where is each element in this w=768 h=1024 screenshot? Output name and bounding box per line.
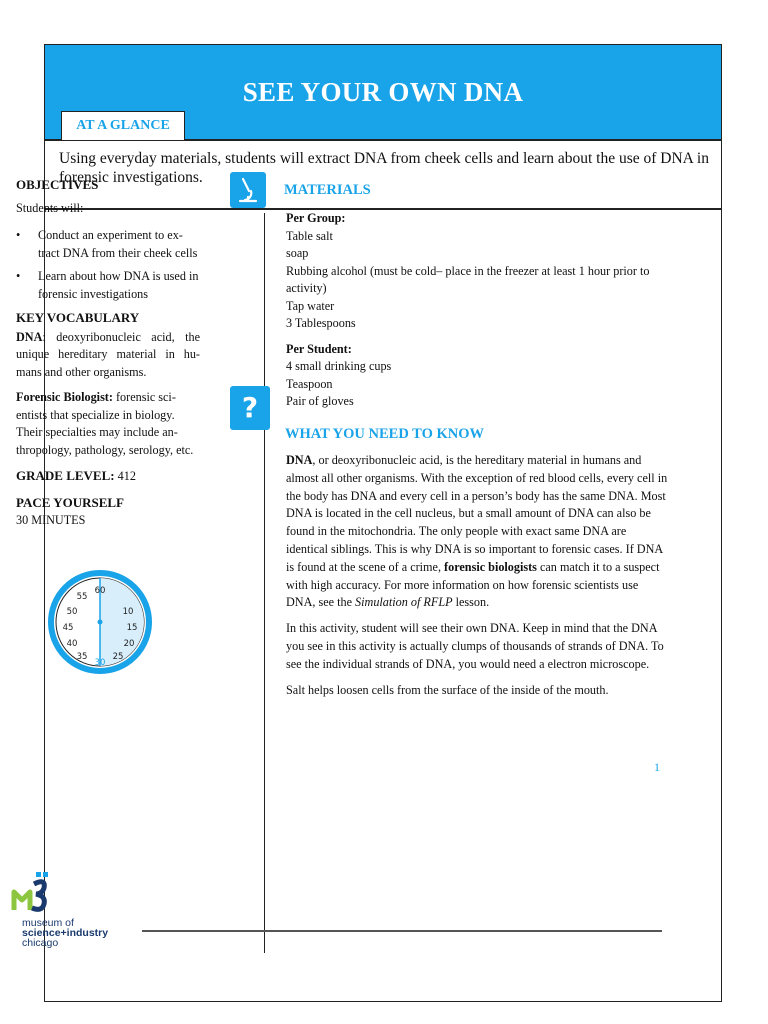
materials-heading: MATERIALS [284,182,371,198]
material-item: Pair of gloves [286,394,354,408]
sidebar-column [16,176,200,530]
intro-text: Using everyday materials, students will extract DNA from cheek cells and learn about the use of DNA in forensic investigations. [59,150,709,186]
grade-level [16,467,200,486]
footer-rule [142,930,662,932]
clock-label: 55 [76,592,88,602]
objectives-heading: OBJECTIVES [16,177,99,192]
clock-icon [46,568,154,676]
vocab-term: Forensic Biologist: [16,390,113,404]
objective-text: Learn about how DNA is used in forensic investigations [38,269,199,301]
material-item: Rubbing alcohol (must be cold– place in the freezer at least 1 hour prior to activity) [286,263,650,295]
clock-label: 10 [122,607,134,617]
bullet-icon: • [16,269,21,283]
grade-value: 412 [114,469,136,483]
clock-label: 60 [94,586,106,596]
objective-text: Conduct an experiment to ex- tract DNA from their cheek cells [38,228,198,260]
need-to-know-body [286,452,668,707]
per-student-heading: Per Student: [286,341,352,356]
objectives-lead: Students will: [16,200,84,215]
vocab-forensic-biologist [16,389,200,459]
vocab-definition: forensic sci- entists that specialize in biology. Their specialties may include an- thropology, pathology, serology, etc. [16,390,194,457]
column-divider [264,213,265,953]
italic-reference: Simulation of RFLP [355,595,453,610]
vocabulary-heading: KEY VOCABULARY [16,310,140,325]
clock-label: 35 [76,652,88,662]
material-item: Tap water [286,298,335,313]
pace-yourself [16,494,200,530]
pace-label: PACE YOURSELF [16,494,124,510]
objective-item [16,227,200,262]
vocab-dna [16,329,200,382]
question-icon: ? [230,386,270,430]
grade-label: GRADE LEVEL: [16,468,115,483]
clock-label: 50 [66,607,78,617]
clock-label: 25 [112,652,124,662]
microscope-icon [230,172,266,208]
clock-label: 45 [62,623,74,633]
need-to-know-heading: WHAT YOU NEED TO KNOW [285,426,485,442]
material-item: 4 small drinking cups [286,359,392,373]
paragraph [286,452,668,612]
bullet-icon: • [16,228,21,242]
text-run: can match it to a suspect with high accuracy. For more information on how forensic scientists use DNA, see the [286,559,660,610]
museum-logo-icon [8,866,88,916]
vocab-term: DNA [16,329,43,344]
logo-line: museum of [22,917,74,929]
logo-line: science+industry [22,927,109,939]
materials-list [286,210,666,411]
paragraph: In this activity, student will see their own DNA. Keep in mind that the DNA you see in this activity is actually clumps of thousands of strands of DNA. To see the individual strands of DNA, you would need a electron microscope. [286,621,664,671]
at-a-glance-tab: AT A GLANCE [61,111,185,140]
museum-logo-text [22,918,108,948]
material-item: Table salt [286,228,333,243]
material-item: Teaspoon [286,376,333,391]
vocab-definition: : deoxyribonucleic acid, the unique hereditary material in hu- mans and other organisms. [16,329,200,379]
per-group-heading: Per Group: [286,211,346,225]
objective-item [16,268,200,303]
text-run: lesson. [452,595,490,610]
pace-value: 30 MINUTES [16,513,86,527]
material-item: soap [286,246,309,260]
clock-label: 20 [123,639,135,649]
bold-term: DNA [286,453,313,467]
material-item: 3 Tablespoons [286,316,356,330]
clock-label: 30 [94,658,106,668]
title-banner [45,45,721,141]
clock-label: 40 [66,639,78,649]
bold-term: forensic biologists [444,559,537,574]
page-number: 1 [654,760,660,774]
text-run: , or deoxyribonucleic acid, is the hereditary material in humans and almost all other organisms. With the exception of red blood cells, every cell in the body has DNA and every cell in a person’s body has the same DNA. Most DNA is located in the cell nucleus, but a small amount of DNA can also be found in the mitochondria. The only people with exact same DNA are identical siblings. This is why DNA is so important to forensic cases. If DNA is found at the scene of a crime, [286,453,668,574]
page-title: SEE YOUR OWN DNA [242,77,524,107]
logo-line: chicago [22,937,59,949]
paragraph: Salt helps loosen cells from the surface of the inside of the mouth. [286,682,609,697]
clock-label: 15 [126,623,138,633]
